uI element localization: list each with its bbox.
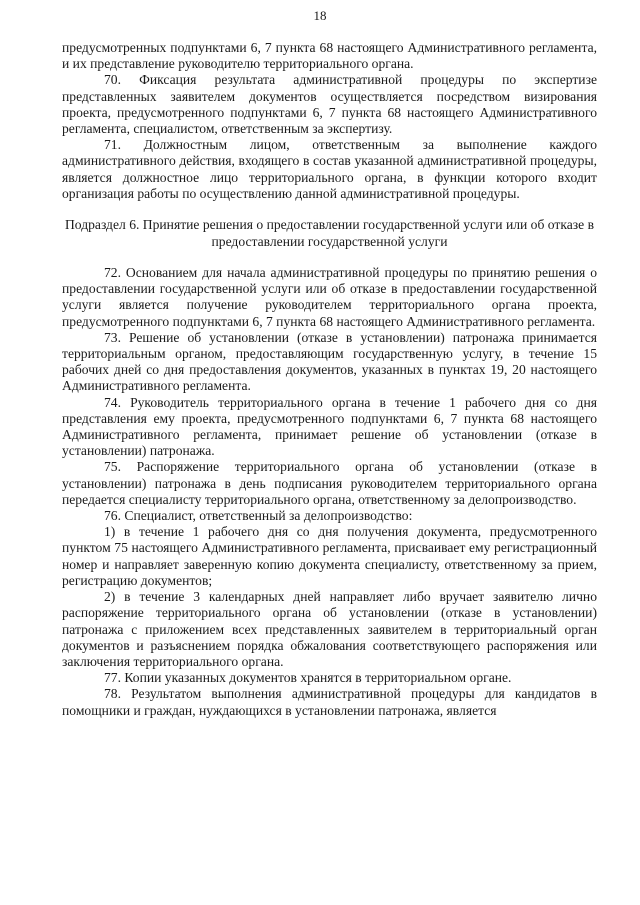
paragraph-70: 70. Фиксация результата административной процедуры по экспертизе представленных заявителем документов осуществляется посредством визирования проекта, предусмотренного подпунктами 6, 7 пункта 68 настоящего Административного регламента, специалистом, ответственным за экспертизу.	[62, 72, 597, 137]
paragraph-73: 73. Решение об установлении (отказе в установлении) патронажа принимается территориальным органом, предоставляющим государственную услугу, в течение 15 рабочих дней со дня предоставления документов, указанных в пунктах 19, 20 настоящего Административного регламента.	[62, 329, 597, 394]
page-number: 18	[313, 8, 327, 23]
paragraph-72: 72. Основанием для начала административной процедуры по принятию решения о предоставлении государственной услуги или об отказе в предоставлении государственной услуги является получение руководителем территориального органа проекта, предусмотренного подпунктами 6, 7 пункта 68 настоящего Административного регламента.	[62, 265, 597, 329]
paragraph-78: 78. Результатом выполнения административной процедуры для кандидатов в помощники и граждан, нуждающихся в установлении патронажа, является	[62, 686, 597, 718]
subsection-heading: Подраздел 6. Принятие решения о предоставлении государственной услуги или об отказе в предоставлении государственной услуги	[64, 217, 595, 250]
paragraph-74: 74. Руководитель территориального органа в течение 1 рабочего дня со дня представления ему проекта, предусмотренного подпунктами 6, 7 пункта 68 настоящего Административного регламента, принимает решение об установлении (отказе в установлении) патронажа.	[62, 394, 597, 459]
paragraph-76-item-2: 2) в течение 3 календарных дней направляет либо вручает заявителю лично распоряжение территориального органа об установлении (отказе в установлении) патронажа с приложением всех представленных заявителем в территориальный орган документов и разъяснением порядка обжалования соответствующего распоряжения или заключения территориального органа.	[62, 589, 597, 669]
paragraph-75: 75. Распоряжение территориального органа об установлении (отказе в установлении) патронажа в день подписания руководителем территориального органа передается специалисту территориального органа, ответственному за делопроизводство.	[62, 459, 597, 507]
paragraph-71: 71. Должностным лицом, ответственным за выполнение каждого административного действия, входящего в состав указанной административной процедуры, является должностное лицо территориального органа, в функции которого входит организация работы по осуществлению данной административной процедуры.	[62, 137, 597, 201]
paragraph-76: 76. Специалист, ответственный за делопроизводство:	[104, 508, 413, 524]
paragraph-77: 77. Копии указанных документов хранятся в территориальном органе.	[104, 670, 512, 686]
document-body	[62, 40, 597, 719]
paragraph-76-item-1: 1) в течение 1 рабочего дня со дня получения документа, предусмотренного пунктом 75 настоящего Административного регламента, присваивает ему регистрационный номер и направляет заверенную копию документа специалисту, ответственному за прием, регистрацию документов;	[62, 524, 597, 588]
paragraph-continuation: предусмотренных подпунктами 6, 7 пункта 68 настоящего Административного регламента, и их представление руководителю территориального органа.	[62, 40, 597, 72]
